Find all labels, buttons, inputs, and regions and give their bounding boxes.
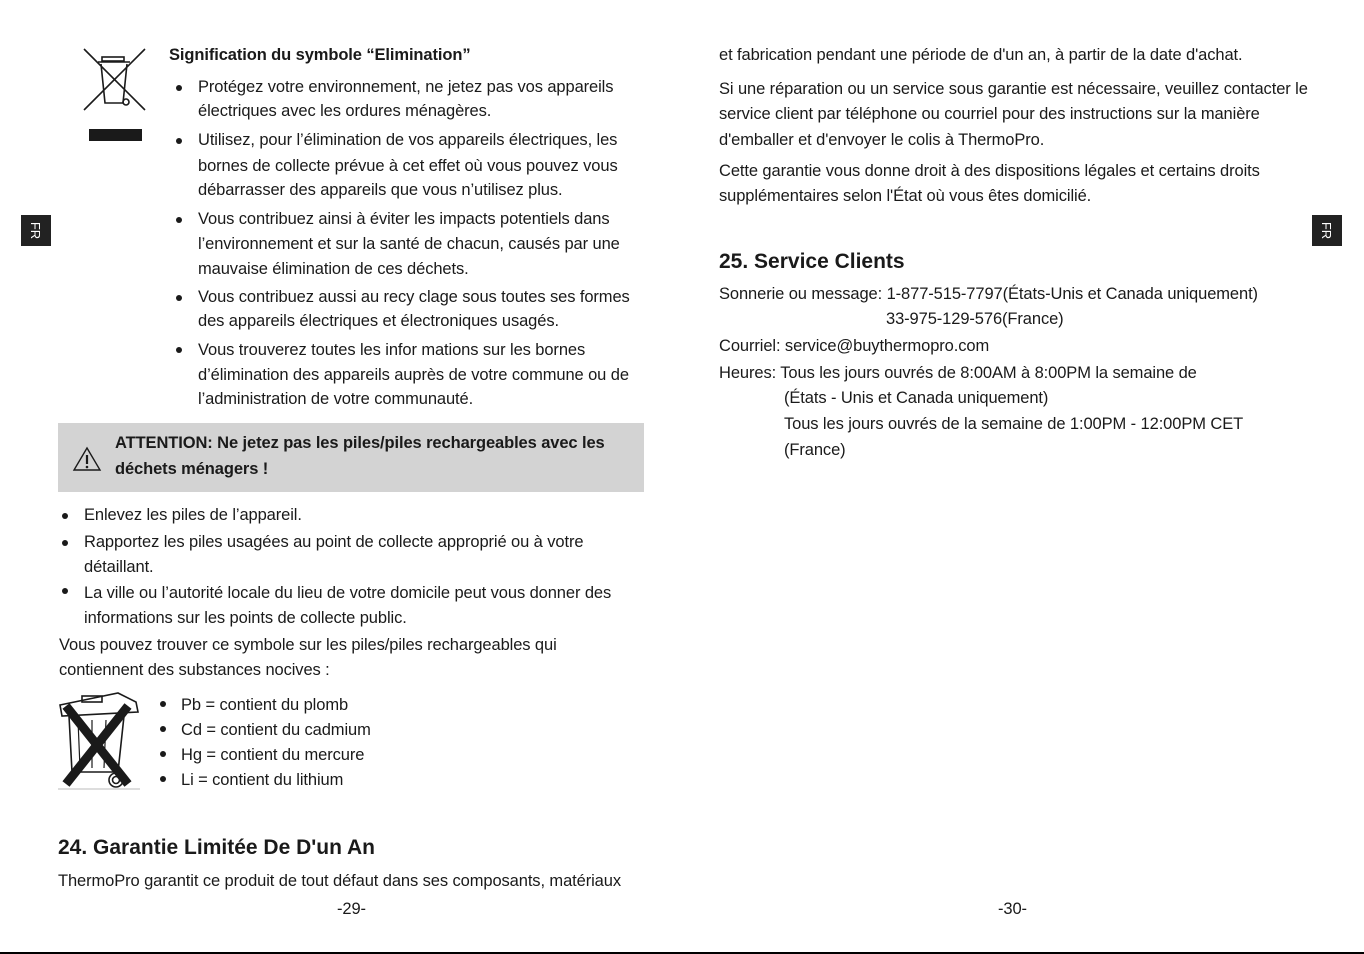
repair-paragraph: Si une réparation ou un service sous garantie est nécessaire, veuillez contacter le bbox=[719, 80, 1308, 98]
bullet-dot bbox=[176, 347, 182, 353]
phone-line-france: 33-975-129-576(France) bbox=[886, 310, 1064, 328]
language-tab-left: FR bbox=[21, 215, 51, 246]
list-item: détaillant. bbox=[84, 558, 154, 576]
bullet-dot bbox=[176, 217, 182, 223]
warranty-heading: 24. Garantie Limitée De D'un An bbox=[58, 836, 375, 859]
battery-bin-icon bbox=[58, 690, 140, 790]
email-line: Courriel: service@buythermopro.com bbox=[719, 337, 990, 355]
list-item: Vous trouverez toutes les infor mations sur les bornes bbox=[198, 341, 586, 359]
rights-paragraph: Cette garantie vous donne droit à des dispositions légales et certains droits bbox=[719, 162, 1260, 180]
service-heading: 25. Service Clients bbox=[719, 250, 905, 273]
warranty-continued: et fabrication pendant une période de d'un an, à partir de la date d'achat. bbox=[719, 46, 1243, 64]
warning-triangle-icon bbox=[72, 446, 102, 472]
list-item: bornes de collecte prévue à cet effet où vous pouvez vous bbox=[198, 157, 618, 175]
bullet-dot bbox=[62, 540, 68, 546]
symbol-intro-text: contiennent des substances nocives : bbox=[59, 661, 330, 679]
phone-line: Sonnerie ou message: 1-877-515-7797(États-Unis et Canada uniquement) bbox=[719, 285, 1258, 303]
list-item: l’environnement et sur la santé de chacun, causés par une bbox=[198, 235, 620, 253]
list-item: La ville ou l’autorité locale du lieu de votre domicile peut vous donner des bbox=[84, 584, 612, 602]
list-item: Rapportez les piles usagées au point de collecte approprié ou à votre bbox=[84, 533, 584, 551]
list-item: Vous contribuez aussi au recy clage sous toutes ses formes bbox=[198, 288, 630, 306]
list-item: Utilisez, pour l’élimination de vos appareils électriques, les bbox=[198, 131, 618, 149]
list-item: informations sur les points de collecte public. bbox=[84, 609, 407, 627]
attention-text: ATTENTION: Ne jetez pas les piles/piles rechargeables avec les bbox=[115, 434, 605, 452]
list-item: Hg = contient du mercure bbox=[181, 746, 365, 764]
symbol-intro-text: Vous pouvez trouver ce symbole sur les piles/piles rechargeables qui bbox=[59, 636, 557, 654]
list-item: des appareils électriques et électroniques usagés. bbox=[198, 312, 559, 330]
page-number-right: -30- bbox=[998, 900, 1027, 918]
bullet-dot bbox=[176, 138, 182, 144]
list-item: Vous contribuez ainsi à éviter les impacts potentiels dans bbox=[198, 210, 610, 228]
weee-heading: Signification du symbole “Elimination” bbox=[169, 46, 471, 64]
hours-line: Heures: Tous les jours ouvrés de 8:00AM à 8:00PM la semaine de bbox=[719, 364, 1197, 382]
list-item: débarrasser des appareils que vous n’utilisez plus. bbox=[198, 181, 563, 199]
hours-line: Tous les jours ouvrés de la semaine de 1:00PM - 12:00PM CET bbox=[784, 415, 1244, 433]
bullet-dot bbox=[62, 588, 68, 594]
rights-paragraph: supplémentaires selon l'État où vous êtes domicilié. bbox=[719, 187, 1092, 205]
hours-line: (États - Unis et Canada uniquement) bbox=[784, 389, 1049, 407]
bullet-dot bbox=[160, 751, 166, 757]
bullet-dot bbox=[160, 726, 166, 732]
hours-line: (France) bbox=[784, 441, 846, 459]
list-item: mauvaise élimination de ces déchets. bbox=[198, 260, 469, 278]
list-item: Protégez votre environnement, ne jetez pas vos appareils bbox=[198, 78, 614, 96]
list-item: d’élimination des appareils auprès de votre commune ou de bbox=[198, 366, 629, 384]
warranty-text: ThermoPro garantit ce produit de tout défaut dans ses composants, matériaux bbox=[58, 872, 621, 890]
bullet-dot bbox=[62, 513, 68, 519]
page-number-left: -29- bbox=[337, 900, 366, 918]
repair-paragraph: service client par téléphone ou courriel pour des instructions sur la manière bbox=[719, 105, 1260, 123]
weee-bin-icon bbox=[82, 47, 148, 143]
list-item: Pb = contient du plomb bbox=[181, 696, 349, 714]
list-item: électriques avec les ordures ménagères. bbox=[198, 102, 492, 120]
list-item: Li = contient du lithium bbox=[181, 771, 344, 789]
bullet-dot bbox=[160, 776, 166, 782]
list-item: Cd = contient du cadmium bbox=[181, 721, 371, 739]
language-tab-right: FR bbox=[1312, 215, 1342, 246]
bullet-dot bbox=[160, 701, 166, 707]
list-item: l’administration de votre communauté. bbox=[198, 390, 474, 408]
repair-paragraph: d'emballer et d'envoyer le colis à ThermoPro. bbox=[719, 131, 1045, 149]
bullet-dot bbox=[176, 85, 182, 91]
bullet-dot bbox=[176, 295, 182, 301]
attention-text: déchets ménagers ! bbox=[115, 460, 269, 478]
list-item: Enlevez les piles de l’appareil. bbox=[84, 506, 302, 524]
